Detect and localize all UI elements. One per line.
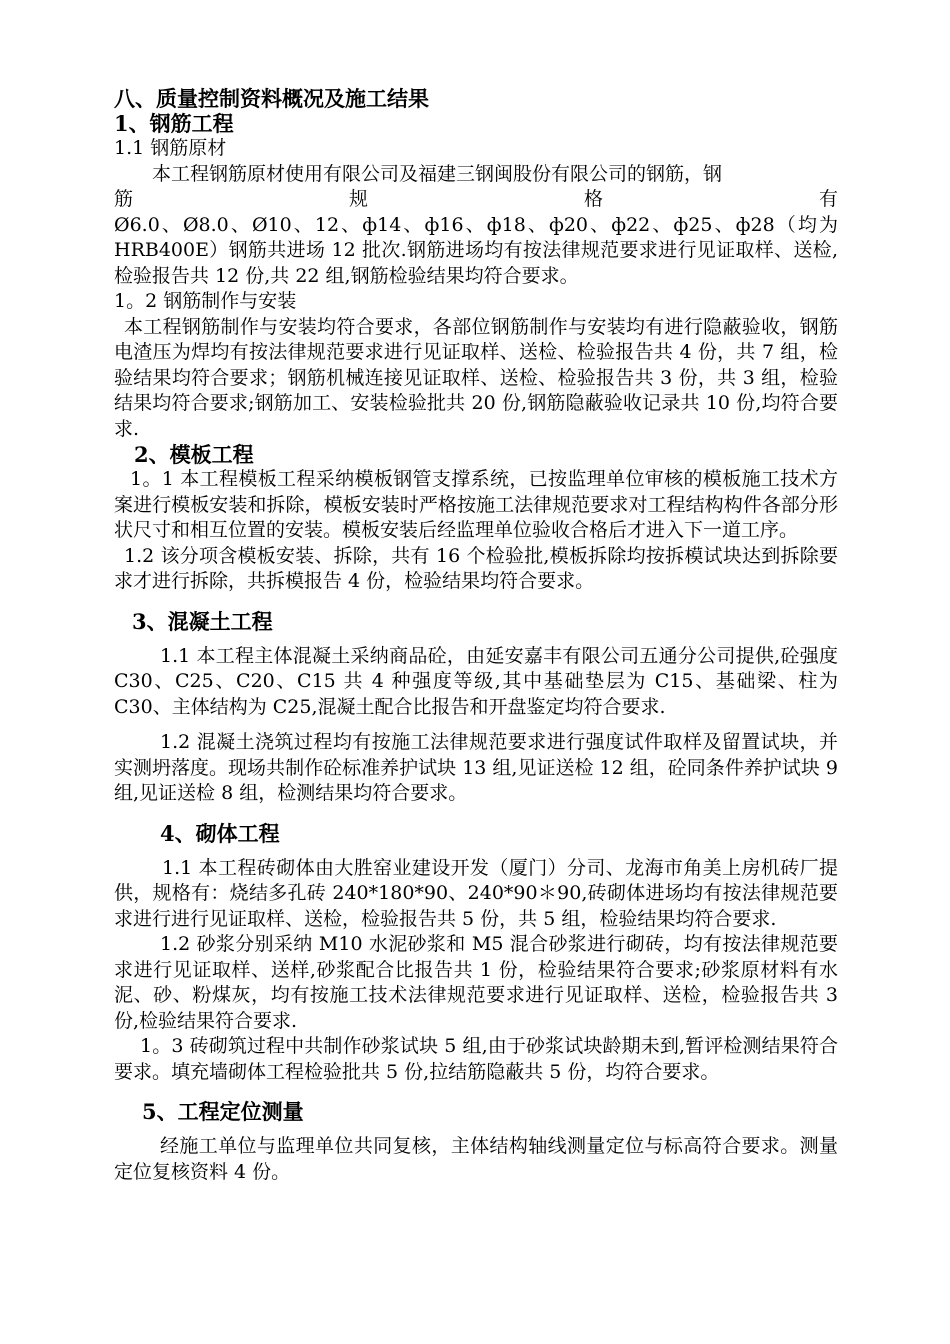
subsection-rebar-fabrication: 1。2 钢筋制作与安装 xyxy=(114,290,297,312)
paragraph-rebar-material-rest: Ø6.0、Ø8.0、Ø10、12、ф14、ф16、ф18、ф20、ф22、ф25、ф28（均为HRB400E）钢筋共进场 12 批次.钢筋进场均有按法律规范要求进行见证取样、送检,检验报告共 12 份,共 22 组,钢筋检验结果均符合要求。 xyxy=(114,213,838,287)
paragraph-rebar-fabrication: 本工程钢筋制作与安装均符合要求，各部位钢筋制作与安装均有进行隐蔽验收，钢筋电渣压为焊均有按法律规范要求进行见证取样、送检、检验报告共 4 份，共 7 组，检验结果均符合要求；钢筋机械连接见证取样、送检、检验报告共 3 份，共 3 组，检验结果均符合要求;钢筋加工、安装检验批共 20 份,钢筋隐蔽验收记录共 10 份,均符合要求. xyxy=(114,315,838,440)
section-title-masonry: 4、砌体工程 xyxy=(160,820,280,846)
paragraph-rebar-material-line2: 筋 规 格 有 xyxy=(114,188,838,210)
paragraph-survey: 经施工单位与监理单位共同复核，主体结构轴线测量定位与标高符合要求。测量定位复核资料 4 份。 xyxy=(114,1135,838,1183)
subsection-rebar-material: 1.1 钢筋原材 xyxy=(114,137,227,159)
section-title-formwork: 2、模板工程 xyxy=(134,442,254,467)
main-heading: 八、质量控制资料概况及施工结果 xyxy=(114,86,429,111)
paragraph-masonry-1: 1.1 本工程砖砌体由大胜窑业建设开发（厦门）分司、龙海市角美上房机砖厂提供，规格有：烧结多孔砖 240*180*90、240*90＊90,砖砌体进场均有按法律规范要求进行进行见证取样、送检，检验报告共 5 份，共 5 组，检验结果均符合要求. xyxy=(114,856,838,930)
section-title-concrete: 3、混凝土工程 xyxy=(132,608,273,634)
document-page xyxy=(114,86,838,1185)
paragraph-formwork-1: 1。1 本工程模板工程采纳模板钢管支撑系统，已按监理单位审核的模板施工技术方案进行模板安装和拆除，模板安装时严格按施工法律规范要求对工程结构构件各部分形状尺寸和相互位置的安装。模板安装后经监理单位验收合格后才进入下一道工序。 xyxy=(114,468,838,541)
paragraph-concrete-2: 1.2 混凝土浇筑过程均有按施工法律规范要求进行强度试件取样及留置试块，并实测坍落度。现场共制作砼标准养护试块 13 组,见证送检 12 组，砼同条件养护试块 9 组,见证送检 8 组，检测结果均符合要求。 xyxy=(114,731,838,804)
paragraph-formwork-2: 1.2 该分项含模板安装、拆除，共有 16 个检验批,模板拆除均按拆模试块达到拆除要求才进行拆除，共拆模报告 4 份，检验结果均符合要求。 xyxy=(114,544,838,592)
paragraph-masonry-3: 1。3 砖砌筑过程中共制作砂浆试块 5 组,由于砂浆试块龄期未到,暂评检测结果符合要求。填充墙砌体工程检验批共 5 份,拉结筋隐蔽共 5 份，均符合要求。 xyxy=(114,1035,838,1083)
paragraph-masonry-2: 1.2 砂浆分别采纳 M10 水泥砂浆和 M5 混合砂浆进行砌砖，均有按法律规范要求进行见证取样、送样,砂浆配合比报告共 1 份，检验结果符合要求;砂浆原材料有水泥、砂、粉煤灰，均有按施工技术法律规范要求进行见证取样、送检，检验报告共 3 份,检验结果符合要求. xyxy=(114,933,838,1032)
section-title-survey: 5、工程定位测量 xyxy=(142,1099,304,1124)
paragraph-concrete-1: 1.1 本工程主体混凝土采纳商品砼，由延安嘉丰有限公司五通分公司提供,砼强度 C30、C25、C20、C15 共 4 种强度等级,其中基础垫层为 C15、基础梁、柱为 C30、主体结构为 C25,混凝土配合比报告和开盘鉴定均符合要求. xyxy=(114,644,838,718)
section-title-rebar: 1、钢筋工程 xyxy=(114,111,234,136)
paragraph-rebar-material-line1: 本工程钢筋原材使用有限公司及福建三钢闽股份有限公司的钢筋，钢 xyxy=(152,162,723,185)
